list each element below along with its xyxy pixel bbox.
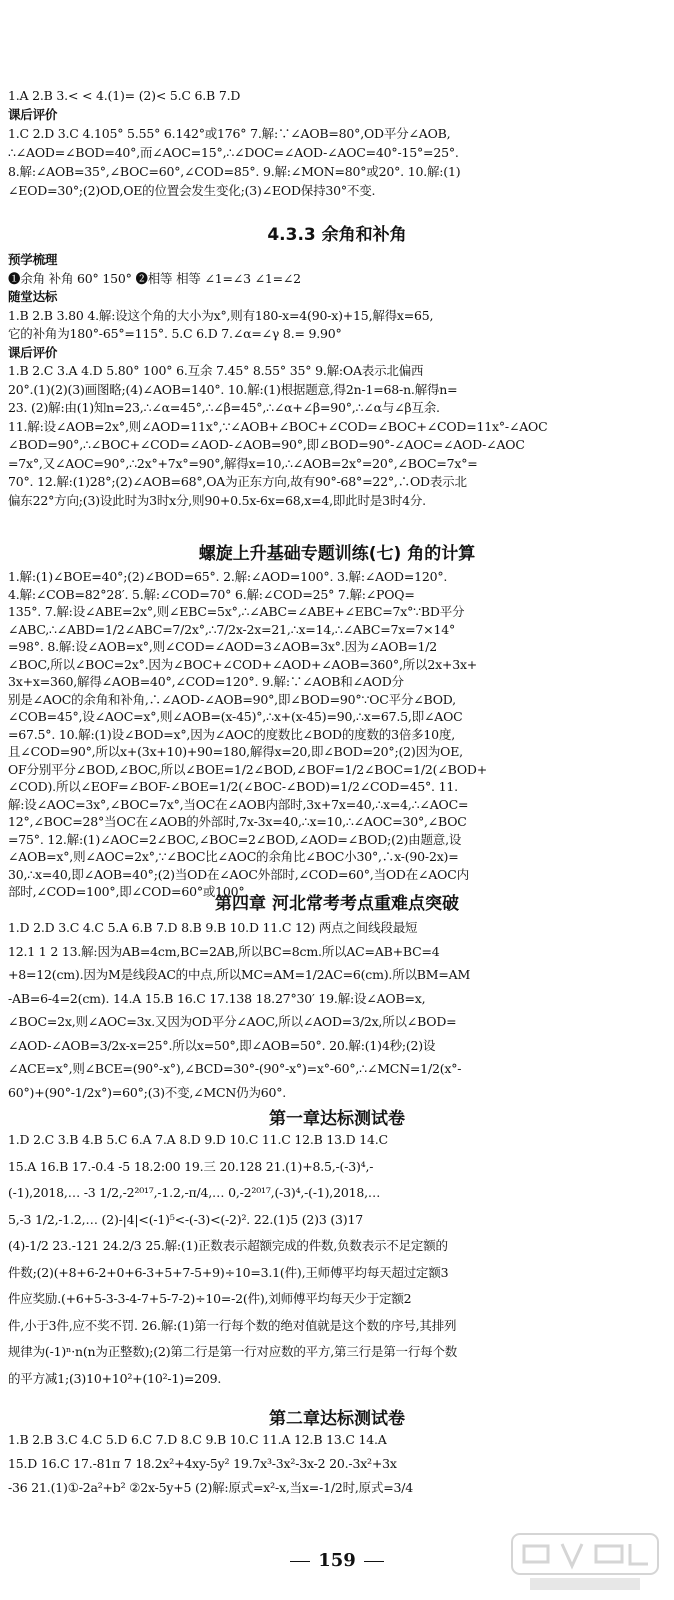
- answer-line: ∠COD).所以∠EOF=∠BOF-∠BOE=1/2(∠BOC-∠BOD)=1/2∠COD=45°. 11.: [8, 779, 458, 794]
- answer-line: 23. (2)解:由(1)知n=23,∴∠α=45°,∴∠β=45°,∴∠α+∠β=90°,∴∠α与∠β互余.: [8, 400, 440, 415]
- answer-line: 部时,∠COD=100°,即∠COD=60°或100°.: [8, 884, 249, 899]
- answer-line: OF分别平分∠BOD,∠BOC,所以∠BOE=1/2∠BOD,∠BOF=1/2∠BOC=1/2(∠BOD+: [8, 761, 487, 777]
- answer-line: 8.解:∠AOB=35°,∠BOC=60°,∠COD=85°. 9.解:∠MON=80°或20°. 10.解:(1): [8, 164, 461, 179]
- dash-right: [364, 1561, 384, 1562]
- answer-line: =67.5°. 10.解:(1)设∠BOD=x°,因为∠AOC的度数比∠BOD的度数的3倍多10度,: [8, 726, 456, 742]
- page-number-text: 159: [318, 1550, 356, 1571]
- answer-line: +8=12(cm).因为M是线段AC的中点,所以MC=AM=1/2AC=6(cm).所以BM=AM: [8, 967, 471, 982]
- section-title-chapter4: 第四章 河北常考考点重难点突破: [215, 894, 459, 914]
- subsection-heading: 课后评价: [8, 344, 58, 360]
- subsection-heading: 预学梳理: [8, 252, 58, 267]
- answer-line: 它的补角为180°-65°=115°. 5.C 6.D 7.∠α=∠γ 8.= 9.90°: [8, 326, 342, 341]
- answer-line: 1.A 2.B 3.< < 4.(1)= (2)< 5.C 6.B 7.D: [8, 88, 241, 103]
- answer-line: 12.1 1 2 13.解:因为AB=4cm,BC=2AB,所以BC=8cm.所以AC=AB+BC=4: [8, 943, 440, 959]
- answer-line: 的平方减1;(3)10+10²+(10²-1)=209.: [8, 1370, 222, 1386]
- answer-line: 30,∴x=40,即∠AOB=40°;(2)当OD在∠AOC外部时,∠COD=60°,当OD在∠AOC内: [8, 866, 469, 882]
- answer-line: 1.D 2.C 3.B 4.B 5.C 6.A 7.A 8.D 9.D 10.C 11.C 12.B 13.D 14.C: [8, 1132, 388, 1147]
- answer-line: 别是∠AOC的余角和补角,∴∠AOD-∠AOB=90°,即∠BOD=90°∵OC平分∠BOD,: [8, 691, 456, 707]
- answer-line: 15.D 16.C 17.-81π 7 18.2x²+4xy-5y² 19.7x³-3x²-3x-2 20.-3x²+3x: [8, 1456, 397, 1471]
- answer-line: 70°. 12.解:(1)28°;(2)∠AOB=68°,OA为正东方向,故有90°-68°=22°,∴OD表示北: [8, 474, 467, 489]
- answer-line: -AB=6-4=2(cm). 14.A 15.B 16.C 17.138 18.27°30′ 19.解:设∠AOB=x,: [8, 990, 426, 1006]
- answer-page: [8, 0, 666, 1600]
- answer-line: 件数;(2)(+8+6-2+0+6-3+5+7-5+9)÷10=3.1(件),王师傅平均每天超过定额3: [8, 1264, 449, 1280]
- answer-line: 135°. 7.解:设∠ABE=2x°,则∠EBC=5x°,∴∠ABC=∠ABE+∠EBC=7x°∵BD平分: [8, 604, 465, 619]
- answer-line: ∠ACE=x°,则∠BCE=(90°-x°),∠BCD=30°-(90°-x°)=x°-60°,∴∠MCN=1/2(x°-: [8, 1061, 462, 1076]
- answer-line: 偏东22°方向;(3)设此时为3时x分,则90+0.5x-6x=68,x=4,即此时是3时4分.: [8, 492, 426, 508]
- answer-line: ❶余角 补角 60° 150° ❷相等 相等 ∠1=∠3 ∠1=∠2: [8, 270, 301, 286]
- answer-line: (-1),2018,… -3 1/2,-2²⁰¹⁷,-1.2,-π/4,… 0,-2²⁰¹⁷,(-3)⁴,-(-1),2018,…: [8, 1185, 381, 1200]
- section-title-chapter2-test: 第二章达标测试卷: [269, 1409, 405, 1429]
- answer-line: 4.解:∠COB=82°28′. 5.解:∠COD=70° 6.解:∠COD=25° 7.解:∠POQ=: [8, 586, 415, 602]
- section-title-chapter1-test: 第一章达标测试卷: [269, 1109, 405, 1129]
- answer-line: 1.B 2.C 3.A 4.D 5.80° 100° 6.互余 7.45° 8.55° 35° 9.解:OA表示北偏西: [8, 363, 424, 378]
- answer-line: ∠ABC,∴∠ABD=1/2∠ABC=7/2x°,∴7/2x-2x=21,∴x=14,∴∠ABC=7x=7×14°: [8, 621, 456, 637]
- answer-line: =75°. 12.解:(1)∠AOC=2∠BOC,∠BOC=2∠BOD,∠AOD=∠BOD;(2)由题意,设: [8, 831, 462, 847]
- subsection-heading: 课后评价: [8, 107, 58, 122]
- section-title-spiral-training: 螺旋上升基础专题训练(七) 角的计算: [198, 544, 476, 564]
- answer-line: =98°. 8.解:设∠AOB=x°,则∠COD=∠AOD=3∠AOB=3x°.因为∠AOB=1/2: [8, 639, 438, 654]
- answer-line: 1.解:(1)∠BOE=40°;(2)∠BOD=65°. 2.解:∠AOD=100°. 3.解:∠AOD=120°.: [8, 569, 448, 584]
- answer-line: ∠AOB=x°,则∠AOC=2x°,∵∠BOC比∠AOC的余角比∠BOC小30°,∴x-(90-2x)=: [8, 849, 459, 864]
- answer-line: 件应奖励.(+6+5-3-3-4-7+5-7-2)÷10=-2(件),刘师傅平均每天少于定额2: [8, 1291, 412, 1306]
- answer-line: 20°.(1)(2)(3)画图略;(4)∠AOB=140°. 10.解:(1)根据题意,得2n-1=68-n.解得n=: [8, 381, 458, 397]
- answer-line: 件,小于3件,应不奖不罚. 26.解:(1)第一行每个数的绝对值就是这个数的序号,其排列: [8, 1317, 457, 1333]
- section-title-433: 4.3.3 余角和补角: [267, 225, 407, 245]
- answer-line: 且∠COD=90°,所以x+(3x+10)+90=180,解得x=20,即∠BOD=20°;(2)因为OE,: [8, 744, 463, 759]
- answer-line: ∴∠AOD=∠BOD=40°,而∠AOC=15°,∴∠DOC=∠AOD-∠AOC=40°-15°=25°.: [8, 145, 459, 160]
- answer-line: 12°,∠BOC=28°当OC在∠AOB的外部时,7x-3x=40,∴x=10,∴∠AOC=30°,∠BOC: [8, 814, 467, 829]
- answer-line: 11.解:设∠AOB=2x°,则∠AOD=11x°,∵∠AOB+∠BOC+∠COD=∠BOC+∠COD=11x°-∠AOC: [8, 418, 548, 434]
- answer-line: 3x+x=360,解得∠AOB=40°,∠COD=120°. 9.解:∵∠AOB和∠AOD分: [8, 674, 404, 689]
- answer-line: 60°)+(90°-1/2x°)=60°;(3)不变,∠MCN仍为60°.: [8, 1084, 287, 1100]
- answer-line: 1.B 2.B 3.C 4.C 5.D 6.C 7.D 8.C 9.B 10.C 11.A 12.B 13.C 14.A: [8, 1432, 387, 1447]
- answer-line: 解:设∠AOC=3x°,∠BOC=7x°,当OC在∠AOB内部时,3x+7x=40,∴x=4,∴∠AOC=: [8, 796, 469, 812]
- answer-line: 15.A 16.B 17.-0.4 -5 18.2:00 19.三 20.128 21.(1)+8.5,-(-3)⁴,-: [8, 1158, 374, 1174]
- answer-line: 5,-3 1/2,-1.2,… (2)-|4|<(-1)⁵<-(-3)<(-2)². 22.(1)5 (2)3 (3)17: [8, 1211, 363, 1227]
- answer-line: =7x°,又∠AOC=90°,∴2x°+7x°=90°,解得x=10,∴∠AOB=2x°=20°,∠BOC=7x°=: [8, 455, 478, 471]
- answer-line: ∠BOC=2x,则∠AOC=3x.又因为OD平分∠AOC,所以∠AOD=3/2x,所以∠BOD=: [8, 1014, 457, 1029]
- answer-line: 1.C 2.D 3.C 4.105° 5.55° 6.142°或176° 7.解:∵∠AOB=80°,OD平分∠AOB,: [8, 126, 451, 141]
- answer-line: ∠COB=45°,设∠AOC=x°,则∠AOB=(x-45)°,∴x+(x-45)=90,∴x=67.5,即∠AOC: [8, 709, 463, 724]
- answer-line: 1.D 2.D 3.C 4.C 5.A 6.B 7.D 8.B 9.B 10.D 11.C 12) 两点之间线段最短: [8, 920, 418, 935]
- answer-line: ∠BOD=90°,∴∠BOC+∠COD=∠AOD-∠AOB=90°,即∠BOD=90°-∠AOC=∠AOD-∠AOC: [8, 437, 525, 452]
- answer-line: 1.B 2.B 3.80 4.解:设这个角的大小为x°,则有180-x=4(90-x)+15,解得x=65,: [8, 307, 434, 323]
- subsection-heading: 随堂达标: [8, 289, 58, 304]
- answer-line: 规律为(-1)ⁿ·n(n为正整数);(2)第二行是第一行对应数的平方,第三行是第一行每个数: [8, 1344, 458, 1359]
- answer-line: (4)-1/2 23.-121 24.2/3 25.解:(1)正数表示超额完成的件数,负数表示不足定额的: [8, 1238, 448, 1253]
- watermark-logo-icon: [510, 1530, 660, 1594]
- answer-line: -36 21.(1)①-2a²+b² ②2x-5y+5 (2)解:原式=x²-x,当x=-1/2时,原式=3/4: [8, 1480, 414, 1495]
- answer-line: ∠BOC,所以∠BOC=2x°.因为∠BOC+∠COD+∠AOD+∠AOB=360°,所以2x+3x+: [8, 656, 478, 672]
- answer-line: ∠EOD=30°;(2)OD,OE的位置会发生变化;(3)∠EOD保持30°不变.: [8, 183, 376, 198]
- answer-line: ∠AOD-∠AOB=3/2x-x=25°.所以x=50°,即∠AOB=50°. 20.解:(1)4秒;(2)设: [8, 1037, 436, 1053]
- dash-left: [290, 1561, 310, 1562]
